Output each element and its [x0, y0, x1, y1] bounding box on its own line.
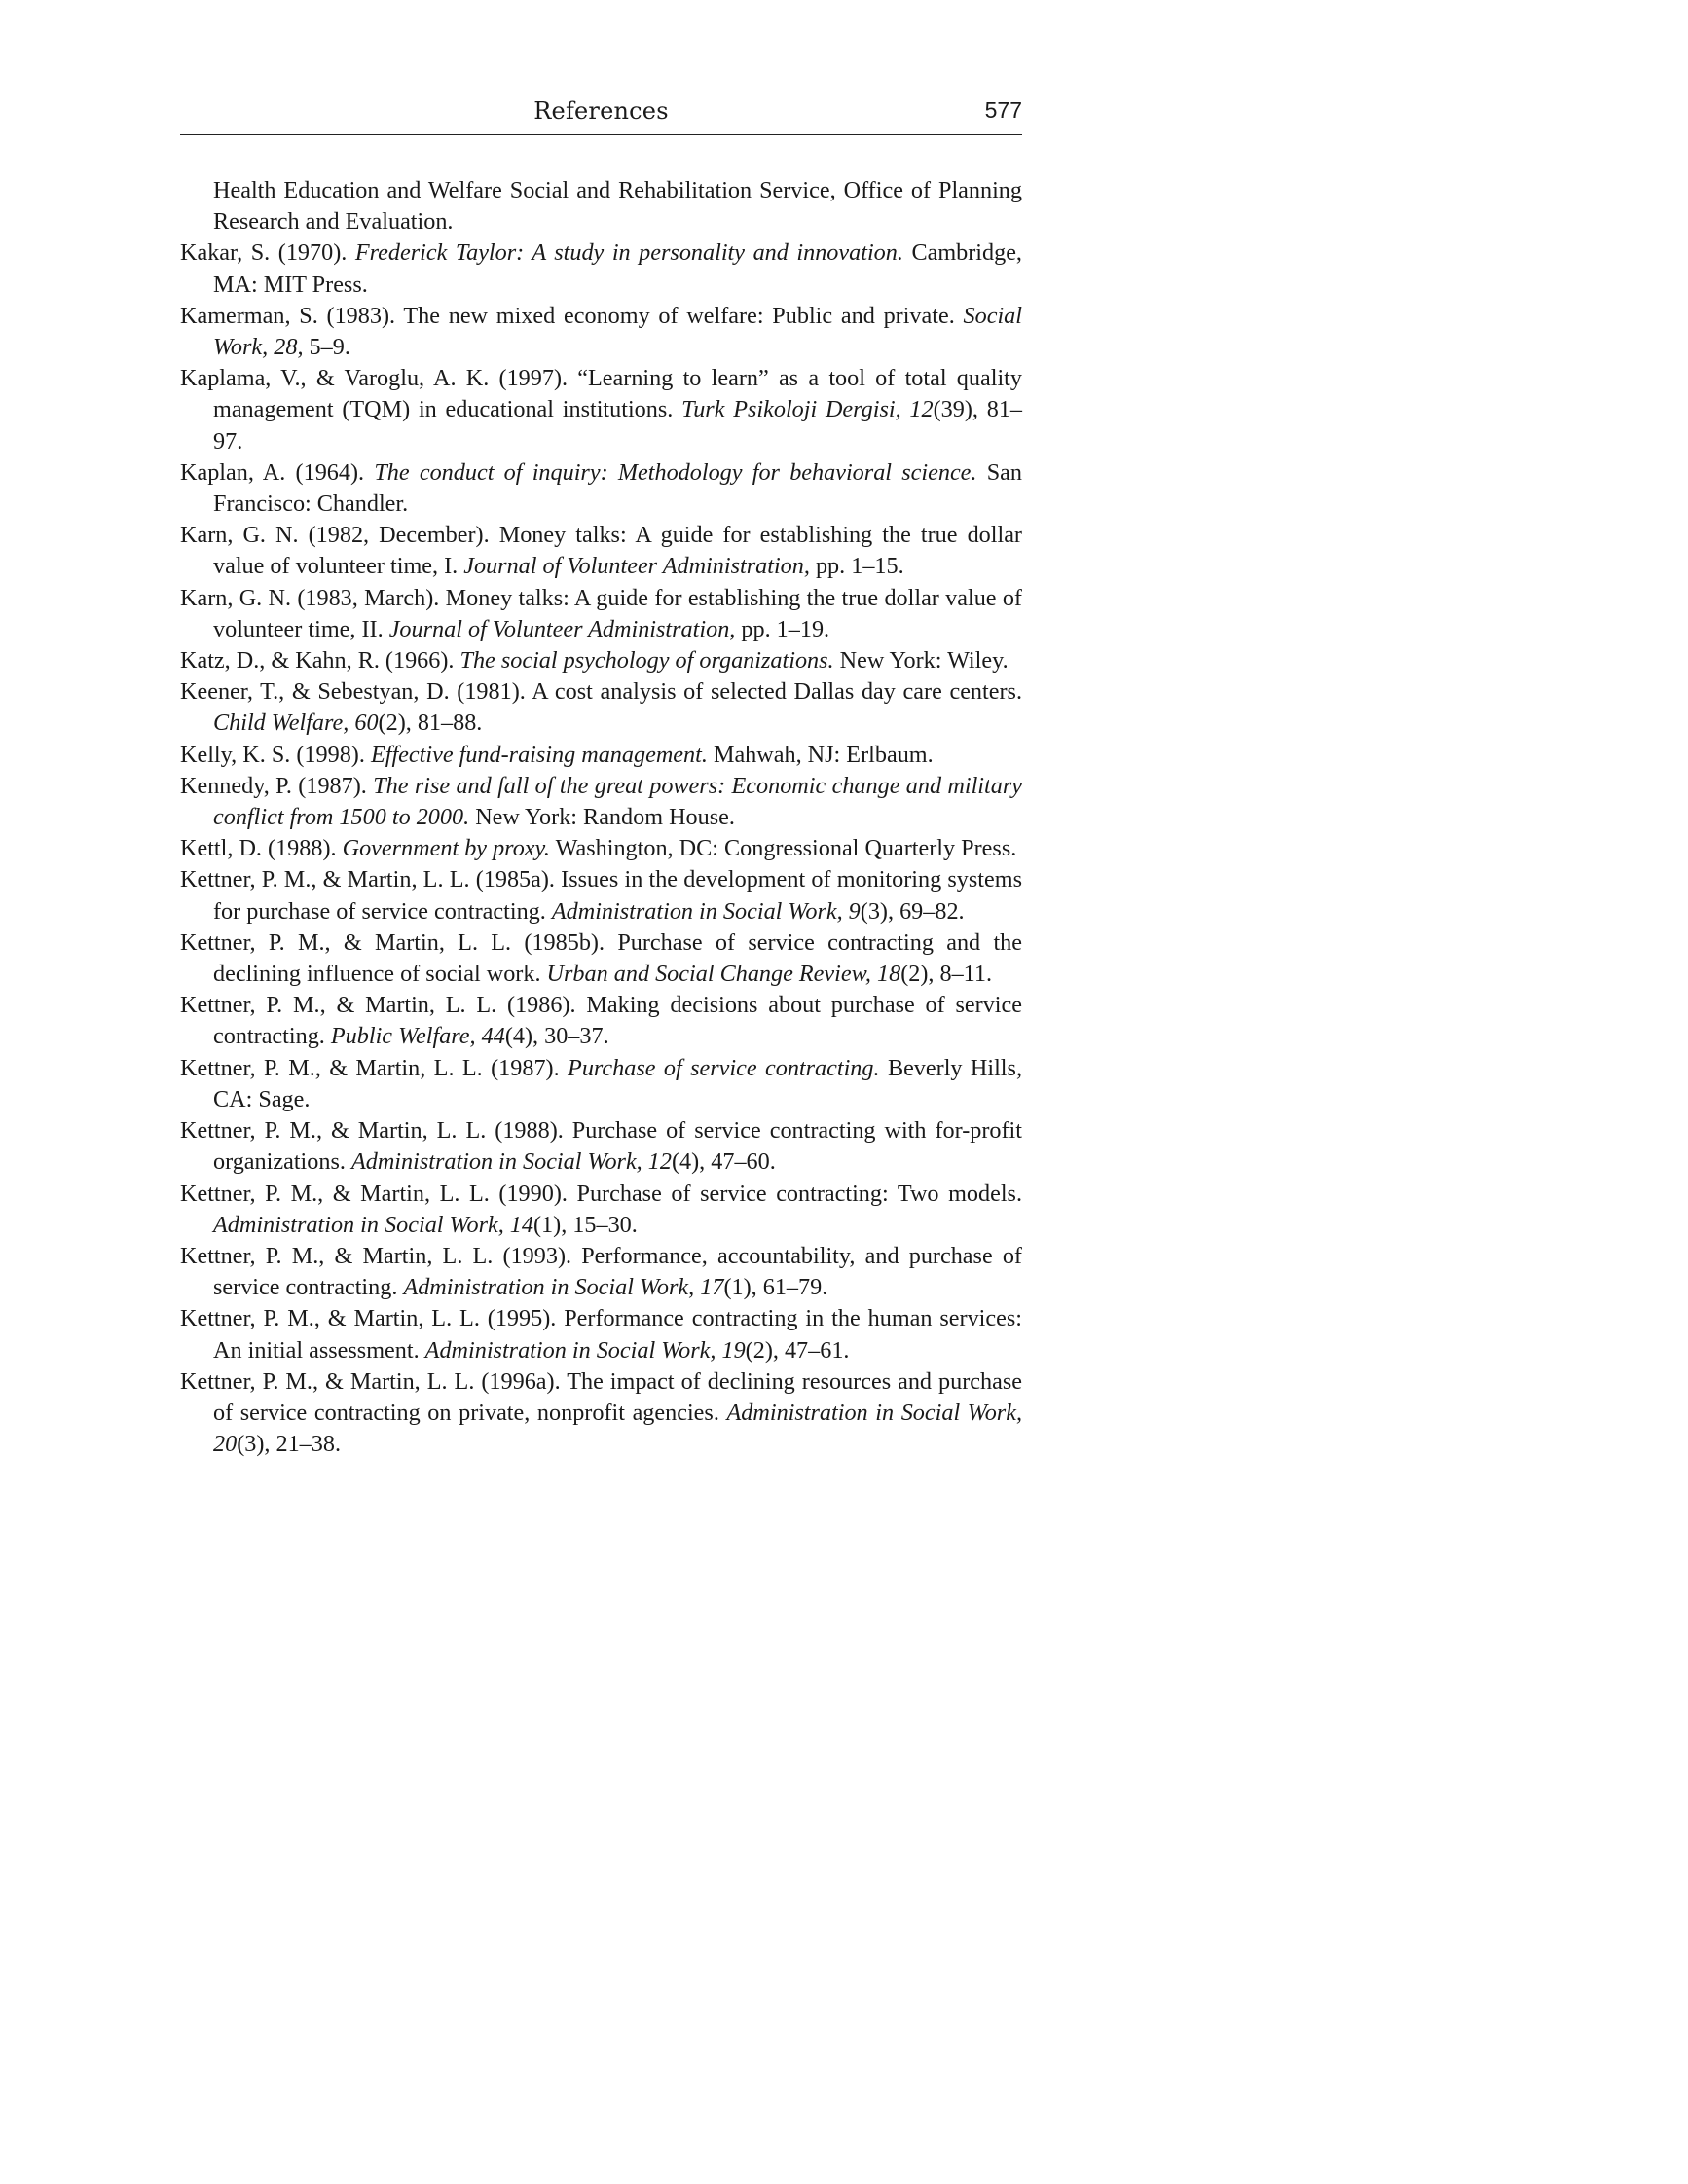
reference-text: New York: Random House. [469, 804, 735, 831]
reference-text: (3), 21–38. [237, 1431, 341, 1458]
reference-text: Kelly, K. S. (1998). [180, 741, 371, 768]
reference-text: Kennedy, P. (1987). [180, 772, 374, 799]
reference-title: Administration in Social Work, 9 [551, 897, 861, 925]
reference-text: Kettner, P. M., & Martin, L. L. (1993). Performance, accountability, and purchase of service contracting. [180, 1242, 1022, 1301]
reference-text: Karn, G. N. (1983, March). Money talks: A guide for establishing the true dollar value of volunteer time, II. [180, 584, 1022, 642]
reference-entry [180, 301, 1022, 363]
reference-title: Journal of Volunteer Administration, [463, 553, 810, 580]
reference-text: Kettner, P. M., & Martin, L. L. (1988). Purchase of service contracting with for-profit organizations. [180, 1117, 1022, 1176]
reference-text: Kettner, P. M., & Martin, L. L. (1985a). Issues in the development of monitoring systems for purchase of service contracting. [180, 866, 1022, 925]
reference-text: Kettner, P. M., & Martin, L. L. (1996a). The impact of declining resources and purchase of service contracting on private, nonprofit agencies. [180, 1367, 1022, 1426]
reference-text: (2), 8–11. [900, 961, 993, 988]
reference-text: pp. 1–15. [809, 553, 904, 580]
reference-text: (1), 15–30. [533, 1211, 638, 1238]
reference-text: (39), 81–97. [213, 396, 1023, 455]
reference-title: Journal of Volunteer Administration, [388, 615, 736, 642]
reference-title: Social Work, 28, [213, 302, 1022, 361]
reference-text: (4), 47–60. [671, 1148, 776, 1176]
reference-text: Katz, D., & Kahn, R. (1966). [180, 647, 460, 674]
reference-title: Government by proxy. [342, 835, 550, 862]
reference-text: Kakar, S. (1970). [180, 239, 355, 267]
reference-text: Health Education and Welfare Social and Rehabilitation Service, Office of Planning Research and Evaluation. [213, 177, 1022, 236]
reference-text: Beverly Hills, CA: Sage. [213, 1054, 1022, 1112]
reference-text: Kettner, P. M., & Martin, L. L. (1986). Making decisions about purchase of service contracting. [180, 992, 1022, 1050]
reference-entry [180, 740, 1022, 771]
reference-entry [180, 833, 1022, 864]
reference-text: (4), 30–37. [504, 1023, 609, 1050]
reference-text: New York: Wiley. [833, 647, 1009, 674]
reference-text: Kaplama, V., & Varoglu, A. K. (1997). “Learning to learn” as a tool of total quality management (TQM) in educational institutions. [180, 365, 1022, 423]
reference-title: Effective fund-raising management. [370, 741, 708, 768]
reference-text: pp. 1–19. [735, 615, 830, 642]
reference-entry [180, 990, 1022, 1052]
reference-text: (2), 81–88. [378, 710, 483, 737]
reference-text: 5–9. [303, 334, 350, 361]
reference-text: Karn, G. N. (1982, December). Money talks: A guide for establishing the true dollar value of volunteer time, I. [180, 522, 1022, 580]
reference-text: Kettner, P. M., & Martin, L. L. (1995). Performance contracting in the human services: An initial assessment. [180, 1305, 1022, 1364]
running-head: References [533, 97, 669, 125]
reference-title: Urban and Social Change Review, 18 [546, 961, 901, 988]
reference-entry [180, 175, 1022, 237]
reference-title: Administration in Social Work, 19 [424, 1336, 746, 1364]
reference-text: Washington, DC: Congressional Quarterly Press. [549, 835, 1017, 862]
reference-text: Cambridge, MA: MIT Press. [213, 239, 1022, 298]
reference-text: Kettl, D. (1988). [180, 835, 343, 862]
reference-entry [180, 1179, 1022, 1241]
reference-text: Kettner, P. M., & Martin, L. L. (1987). [180, 1054, 569, 1081]
reference-text: Mahwah, NJ: Erlbaum. [707, 741, 934, 768]
reference-entry [180, 864, 1022, 927]
reference-text: Kaplan, A. (1964). [180, 458, 375, 486]
reference-title: Purchase of service contracting. [568, 1054, 880, 1081]
page-header [180, 93, 1022, 135]
reference-text: Kamerman, S. (1983). The new mixed economy of welfare: Public and private. [180, 302, 964, 329]
reference-entry [180, 1115, 1022, 1178]
reference-title: The social psychology of organizations. [459, 647, 834, 674]
reference-title: The rise and fall of the great powers: Economic change and military conflict from 1500 to 2000. [213, 772, 1022, 831]
reference-text: Keener, T., & Sebestyan, D. (1981). A cost analysis of selected Dallas day care centers. [180, 678, 1022, 706]
reference-entry [180, 1303, 1022, 1365]
reference-title: Administration in Social Work, 14 [213, 1211, 533, 1238]
reference-text: Kettner, P. M., & Martin, L. L. (1990). Purchase of service contracting: Two models. [180, 1180, 1022, 1207]
reference-title: Turk Psikoloji Dergisi, 12 [681, 396, 934, 423]
reference-entry [180, 363, 1022, 457]
reference-text: San Francisco: Chandler. [213, 458, 1022, 518]
reference-entry [180, 676, 1022, 739]
reference-entry [180, 928, 1022, 990]
reference-list [180, 175, 1022, 1460]
reference-title: Administration in Social Work, 20 [213, 1399, 1023, 1458]
reference-entry [180, 645, 1022, 676]
reference-entry [180, 1366, 1022, 1461]
reference-title: Administration in Social Work, 12 [350, 1148, 672, 1176]
reference-text: (2), 47–61. [745, 1336, 850, 1364]
reference-entry [180, 583, 1022, 645]
reference-title: The conduct of inquiry: Methodology for behavioral science. [374, 458, 977, 486]
reference-entry [180, 1053, 1022, 1115]
reference-entry [180, 1241, 1022, 1303]
reference-title: Child Welfare, 60 [213, 710, 379, 737]
reference-title: Frederick Taylor: A study in personality and innovation. [354, 239, 903, 267]
reference-entry [180, 237, 1022, 300]
reference-title: Administration in Social Work, 17 [403, 1274, 724, 1301]
reference-title: Public Welfare, 44 [330, 1023, 505, 1050]
page-number: 577 [984, 97, 1022, 123]
reference-text: (3), 69–82. [860, 897, 965, 925]
reference-entry [180, 520, 1022, 582]
reference-text: (1), 61–79. [723, 1274, 828, 1301]
reference-entry [180, 457, 1022, 520]
reference-text: Kettner, P. M., & Martin, L. L. (1985b). Purchase of service contracting and the declining influence of social work. [180, 928, 1022, 988]
reference-entry [180, 771, 1022, 833]
